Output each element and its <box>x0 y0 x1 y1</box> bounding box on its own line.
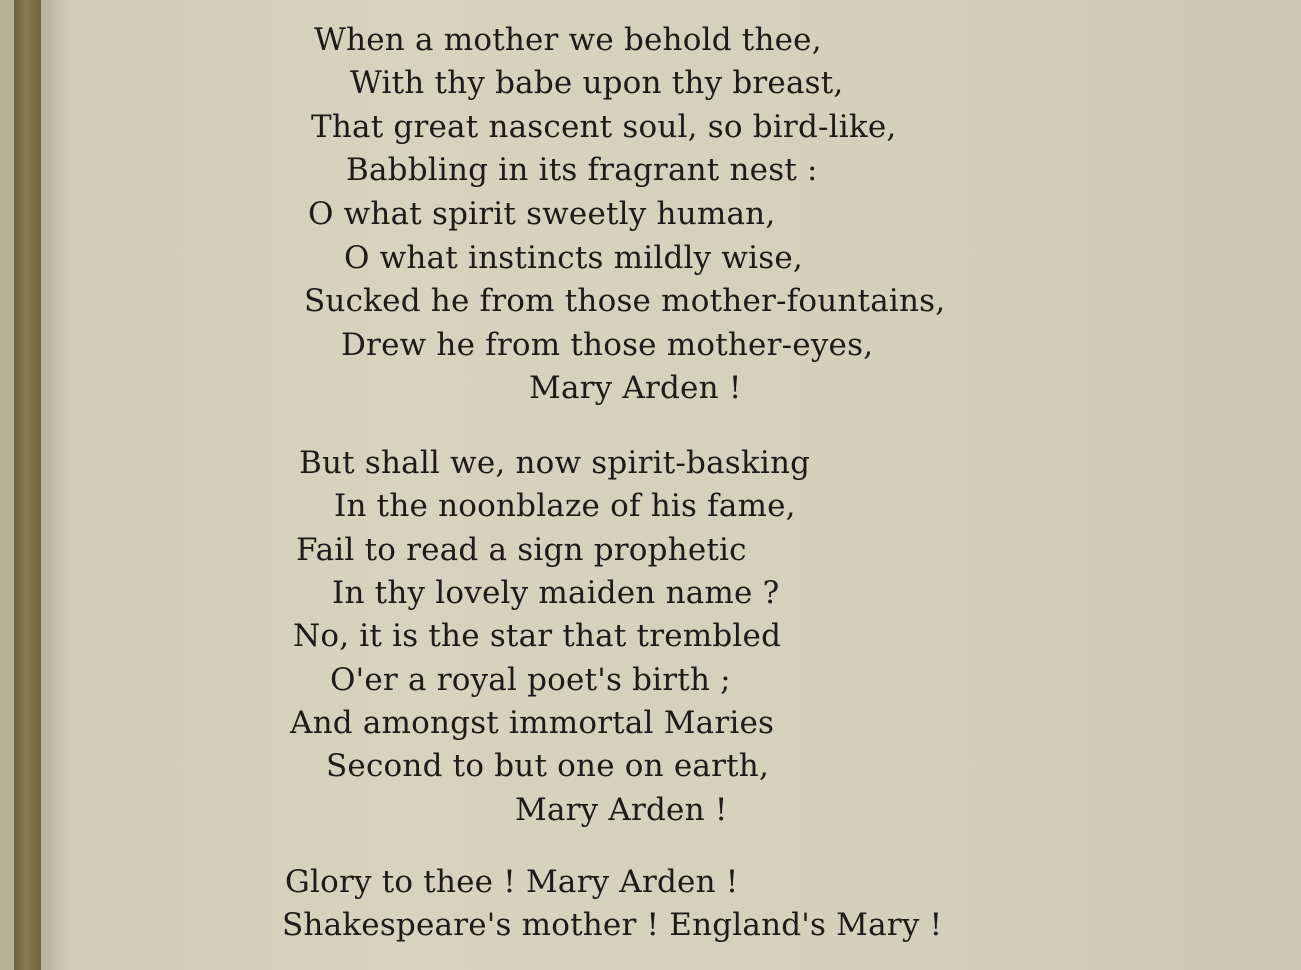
poem-line: O what spirit sweetly human, <box>308 196 776 232</box>
poem-line: When a mother we behold thee, <box>314 22 822 58</box>
poem-line: O'er a royal poet's birth ; <box>330 662 731 698</box>
page-edge <box>0 0 14 970</box>
poem-line: Fail to read a sign prophetic <box>296 532 747 568</box>
gutter-shadow <box>41 0 71 970</box>
poem-line: O what instincts mildly wise, <box>344 240 803 276</box>
poem-line: But shall we, now spirit-basking <box>299 445 811 481</box>
poem-line: Sucked he from those mother-fountains, <box>304 283 946 319</box>
poem-refrain: Mary Arden ! <box>529 370 742 406</box>
poem-line: No, it is the star that trembled <box>293 618 782 654</box>
poem-line: In thy lovely maiden name ? <box>332 575 780 611</box>
poem-line: With thy babe upon thy breast, <box>350 65 844 101</box>
poem-refrain: Mary Arden ! <box>515 792 728 828</box>
poem-line: In the noonblaze of his fame, <box>334 488 796 524</box>
poem-line: And amongst immortal Maries <box>290 705 775 741</box>
poem-line: Drew he from those mother-eyes, <box>341 327 874 363</box>
book-spine <box>14 0 41 970</box>
poem-line: Shakespeare's mother ! England's Mary ! <box>282 907 943 943</box>
poem-line: Second to but one on earth, <box>326 748 770 784</box>
poem-line: Glory to thee ! Mary Arden ! <box>285 864 739 900</box>
poem-line: Babbling in its fragrant nest : <box>346 152 818 188</box>
poem-line: That great nascent soul, so bird-like, <box>311 109 897 145</box>
